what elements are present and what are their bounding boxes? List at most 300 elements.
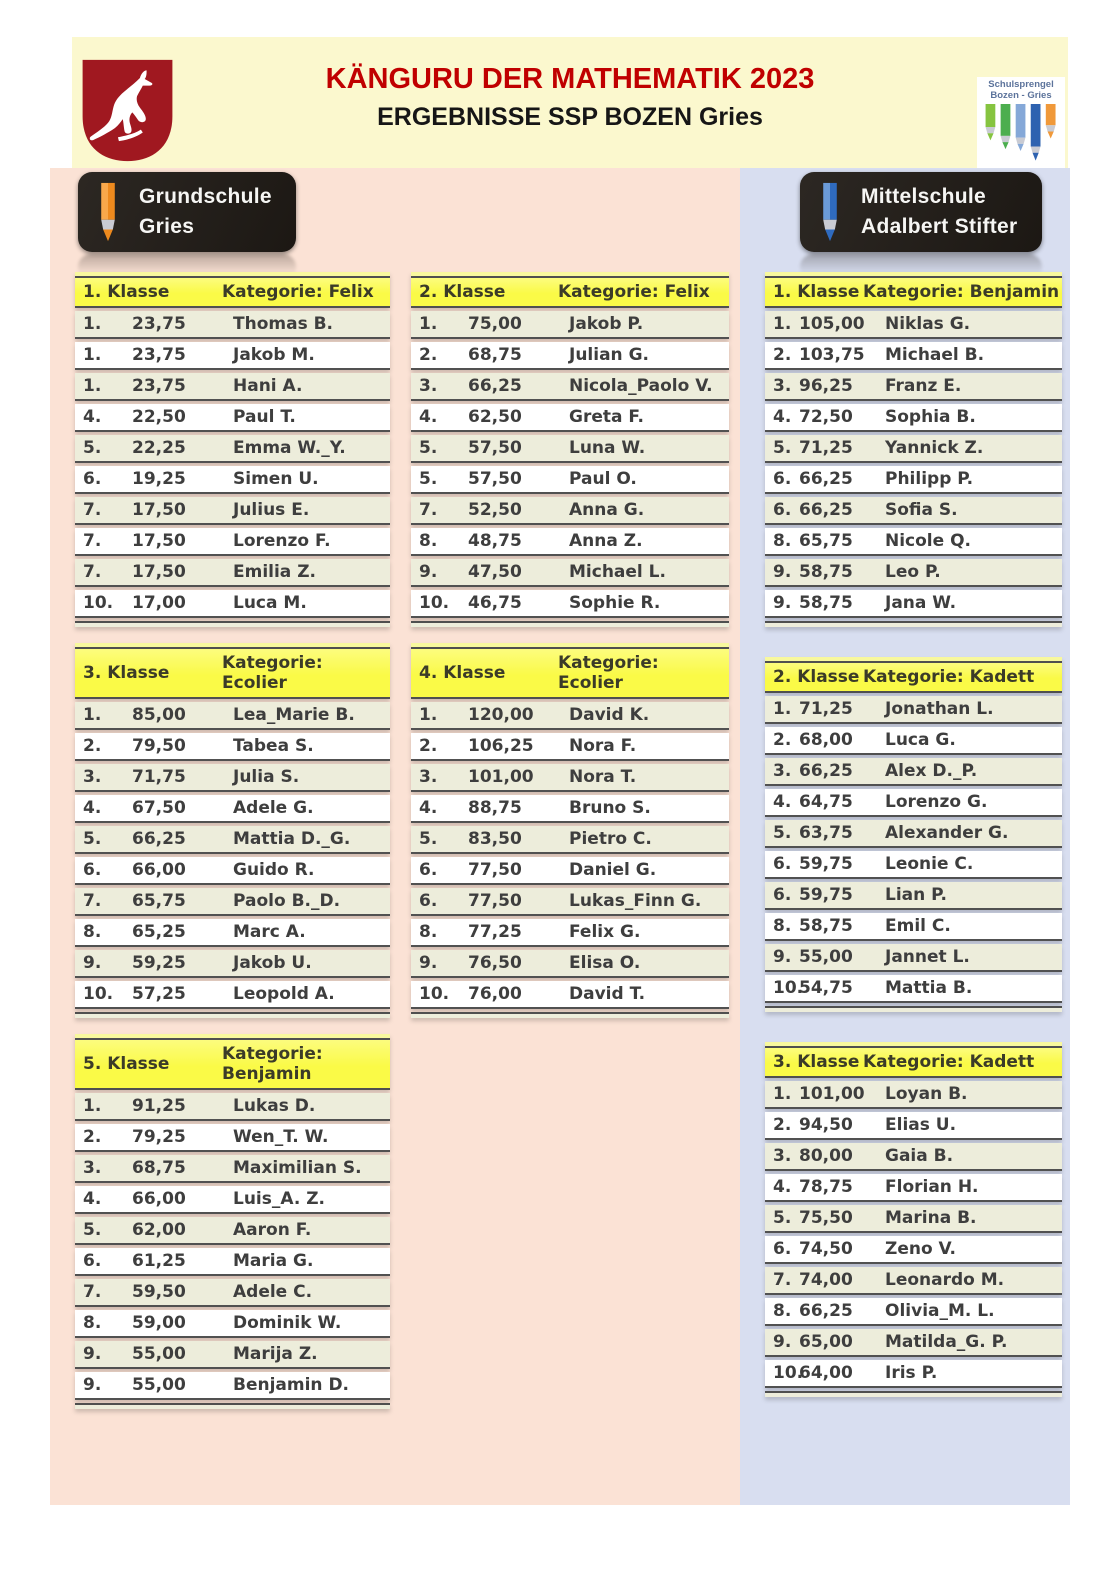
score-cell: 23,75 — [132, 345, 186, 365]
result-row — [765, 1267, 1062, 1295]
score-cell: 48,75 — [468, 531, 522, 551]
result-row — [75, 857, 390, 885]
score-cell: 74,50 — [799, 1239, 853, 1259]
badge-mittelschule — [800, 172, 1042, 252]
score-cell: 58,75 — [799, 562, 853, 582]
panel-grundschule — [50, 168, 740, 1505]
name-cell: Jana W. — [885, 593, 957, 613]
score-cell: 63,75 — [799, 823, 853, 843]
name-cell: Lea_Marie B. — [233, 705, 355, 725]
rank-cell: 5. — [83, 829, 102, 849]
rank-cell: 9. — [83, 1375, 102, 1395]
rank-cell: 3. — [83, 1158, 102, 1178]
name-cell: Julian G. — [569, 345, 649, 365]
score-cell: 105,00 — [799, 314, 865, 334]
result-table — [75, 1034, 390, 1409]
name-cell: Paul T. — [233, 407, 296, 427]
table-bottom-cap — [75, 1012, 390, 1018]
rank-cell: 6. — [773, 469, 792, 489]
table-bottom-cap — [411, 1012, 729, 1018]
result-row — [411, 466, 729, 494]
score-cell: 59,25 — [132, 953, 186, 973]
rank-cell: 4. — [83, 1189, 102, 1209]
table-body — [75, 1093, 390, 1400]
rank-cell: 7. — [83, 500, 102, 520]
score-cell: 23,75 — [132, 314, 186, 334]
result-row — [765, 1143, 1062, 1171]
score-cell: 68,75 — [132, 1158, 186, 1178]
rank-cell: 8. — [419, 922, 438, 942]
score-cell: 103,75 — [799, 345, 865, 365]
name-cell: Michael L. — [569, 562, 666, 582]
result-row — [75, 1248, 390, 1276]
table-kategorie-label: Kategorie: Benjamin — [222, 1044, 323, 1084]
table-klasse-label: 1. Klasse — [773, 282, 860, 302]
table-header — [765, 1048, 1062, 1078]
score-cell: 106,25 — [468, 736, 534, 756]
score-cell: 59,50 — [132, 1282, 186, 1302]
table-kategorie-label: Kategorie: Ecolier — [222, 653, 323, 693]
score-cell: 76,50 — [468, 953, 522, 973]
panel-mittelschule — [740, 168, 1070, 1505]
score-cell: 52,50 — [468, 500, 522, 520]
name-cell: Felix G. — [569, 922, 641, 942]
score-cell: 65,00 — [799, 1332, 853, 1352]
score-cell: 64,75 — [799, 792, 853, 812]
table-header — [411, 649, 729, 699]
badge-grundschule-label: Grundschule Gries — [139, 184, 272, 238]
rank-cell: 9. — [419, 953, 438, 973]
page-title: KÄNGURU DER MATHEMATIK 2023 — [325, 63, 815, 95]
result-row — [75, 311, 390, 339]
name-cell: Lorenzo F. — [233, 531, 331, 551]
table-bottom-cap — [75, 1403, 390, 1409]
score-cell: 22,25 — [132, 438, 186, 458]
score-cell: 76,00 — [468, 984, 522, 1004]
result-row — [765, 404, 1062, 432]
result-row — [765, 789, 1062, 817]
name-cell: Emma W._Y. — [233, 438, 346, 458]
result-row — [765, 590, 1062, 618]
name-cell: Wen_T. W. — [233, 1127, 329, 1147]
mittelschule-tables — [740, 272, 1070, 1427]
result-row — [765, 342, 1062, 370]
score-cell: 78,75 — [799, 1177, 853, 1197]
table-klasse-label: 2. Klasse — [773, 667, 860, 687]
table-header — [75, 1040, 390, 1090]
name-cell: Maria G. — [233, 1251, 314, 1271]
rank-cell: 8. — [83, 1313, 102, 1333]
name-cell: Florian H. — [885, 1177, 979, 1197]
rank-cell: 6. — [83, 860, 102, 880]
name-cell: Elias U. — [885, 1115, 957, 1135]
name-cell: Sophia B. — [885, 407, 976, 427]
result-row — [75, 826, 390, 854]
score-cell: 55,00 — [799, 947, 853, 967]
result-row — [75, 1217, 390, 1245]
result-row — [765, 1174, 1062, 1202]
rank-cell: 7. — [83, 531, 102, 551]
score-cell: 57,50 — [468, 469, 522, 489]
score-cell: 17,00 — [132, 593, 186, 613]
rank-cell: 3. — [773, 761, 792, 781]
rank-cell: 9. — [419, 562, 438, 582]
score-cell: 46,75 — [468, 593, 522, 613]
name-cell: Mattia B. — [885, 978, 973, 998]
result-table — [411, 643, 729, 1018]
name-cell: Lian P. — [885, 885, 947, 905]
score-cell: 66,25 — [132, 829, 186, 849]
score-cell: 85,00 — [132, 705, 186, 725]
rank-cell: 1. — [419, 705, 438, 725]
name-cell: Michael B. — [885, 345, 985, 365]
name-cell: Daniel G. — [569, 860, 657, 880]
rank-cell: 4. — [83, 798, 102, 818]
rank-cell: 3. — [773, 376, 792, 396]
score-cell: 66,25 — [799, 761, 853, 781]
score-cell: 66,00 — [132, 1189, 186, 1209]
name-cell: Marc A. — [233, 922, 306, 942]
rank-cell: 8. — [83, 922, 102, 942]
schulsprengel-logo — [977, 77, 1065, 168]
rank-cell: 9. — [773, 947, 792, 967]
name-cell: Leonardo M. — [885, 1270, 1005, 1290]
page-subtitle: ERGEBNISSE SSP BOZEN Gries — [377, 103, 763, 131]
name-cell: Leonie C. — [885, 854, 974, 874]
score-cell: 59,75 — [799, 885, 853, 905]
score-cell: 77,50 — [468, 891, 522, 911]
result-row — [75, 1279, 390, 1307]
rank-cell: 3. — [419, 376, 438, 396]
name-cell: Alex D._P. — [885, 761, 978, 781]
score-cell: 55,00 — [132, 1344, 186, 1364]
score-cell: 17,50 — [132, 531, 186, 551]
result-row — [765, 820, 1062, 848]
table-bottom-cap — [765, 1006, 1062, 1012]
rank-cell: 3. — [419, 767, 438, 787]
score-cell: 17,50 — [132, 500, 186, 520]
score-cell: 71,75 — [132, 767, 186, 787]
rank-cell: 10. — [419, 984, 450, 1004]
result-row — [765, 1081, 1062, 1109]
rank-cell: 4. — [773, 792, 792, 812]
result-row — [75, 733, 390, 761]
result-row — [75, 1155, 390, 1183]
result-row — [75, 1093, 390, 1121]
score-cell: 66,00 — [132, 860, 186, 880]
score-cell: 75,50 — [799, 1208, 853, 1228]
name-cell: Sofia S. — [885, 500, 958, 520]
score-cell: 101,00 — [468, 767, 534, 787]
result-row — [75, 559, 390, 587]
result-row — [411, 342, 729, 370]
rank-cell: 6. — [773, 885, 792, 905]
rank-cell: 1. — [83, 345, 102, 365]
name-cell: Emilia Z. — [233, 562, 316, 582]
result-table — [765, 1042, 1062, 1397]
table-klasse-label: 1. Klasse — [83, 282, 170, 302]
name-cell: Lorenzo G. — [885, 792, 988, 812]
table-kategorie-label: Kategorie: Kadett — [863, 667, 1035, 687]
name-cell: Jakob M. — [233, 345, 315, 365]
banner-titles — [72, 63, 1068, 132]
orange-pencil-icon — [93, 181, 123, 243]
name-cell: Luis_A. Z. — [233, 1189, 326, 1209]
name-cell: Anna Z. — [569, 531, 643, 551]
score-cell: 65,25 — [132, 922, 186, 942]
score-cell: 57,50 — [468, 438, 522, 458]
name-cell: Lukas D. — [233, 1096, 316, 1116]
result-row — [75, 795, 390, 823]
result-row — [765, 373, 1062, 401]
result-row — [411, 590, 729, 618]
name-cell: Matilda_G. P. — [885, 1332, 1008, 1352]
result-row — [411, 528, 729, 556]
result-row — [411, 733, 729, 761]
rank-cell: 7. — [419, 500, 438, 520]
score-cell: 94,50 — [799, 1115, 853, 1135]
rank-cell: 6. — [773, 1239, 792, 1259]
table-header — [411, 278, 729, 308]
name-cell: Luna W. — [569, 438, 646, 458]
rank-cell: 9. — [773, 562, 792, 582]
rank-cell: 6. — [419, 891, 438, 911]
score-cell: 19,25 — [132, 469, 186, 489]
result-row — [411, 981, 729, 1009]
table-kategorie-label: Kategorie: Kadett — [863, 1052, 1035, 1072]
rank-cell: 8. — [419, 531, 438, 551]
score-cell: 79,50 — [132, 736, 186, 756]
name-cell: Olivia_M. L. — [885, 1301, 995, 1321]
rank-cell: 1. — [83, 314, 102, 334]
rank-cell: 7. — [83, 562, 102, 582]
rank-cell: 5. — [419, 829, 438, 849]
name-cell: Jakob P. — [569, 314, 644, 334]
name-cell: Julia S. — [233, 767, 300, 787]
name-cell: Aaron F. — [233, 1220, 312, 1240]
name-cell: David T. — [569, 984, 646, 1004]
rank-cell: 6. — [83, 469, 102, 489]
name-cell: Franz E. — [885, 376, 962, 396]
score-cell: 55,00 — [132, 1375, 186, 1395]
score-cell: 68,75 — [468, 345, 522, 365]
table-header — [75, 278, 390, 308]
rank-cell: 3. — [83, 767, 102, 787]
name-cell: Paolo B._D. — [233, 891, 341, 911]
score-cell: 88,75 — [468, 798, 522, 818]
rank-cell: 2. — [419, 736, 438, 756]
rank-cell: 7. — [83, 891, 102, 911]
name-cell: Leopold A. — [233, 984, 335, 1004]
name-cell: Gaia B. — [885, 1146, 954, 1166]
rank-cell: 10. — [773, 978, 804, 998]
score-cell: 58,75 — [799, 916, 853, 936]
rank-cell: 8. — [773, 1301, 792, 1321]
table-body — [411, 702, 729, 1009]
rank-cell: 5. — [83, 1220, 102, 1240]
name-cell: Luca M. — [233, 593, 307, 613]
rank-cell: 9. — [773, 1332, 792, 1352]
result-row — [411, 764, 729, 792]
name-cell: Guido R. — [233, 860, 315, 880]
table-klasse-label: 3. Klasse — [83, 663, 170, 683]
score-cell: 101,00 — [799, 1084, 865, 1104]
result-table — [75, 272, 390, 627]
result-row — [75, 342, 390, 370]
score-cell: 58,75 — [799, 593, 853, 613]
rank-cell: 6. — [773, 500, 792, 520]
table-body — [765, 696, 1062, 1003]
rank-cell: 3. — [773, 1146, 792, 1166]
name-cell: Nicola_Paolo V. — [569, 376, 713, 396]
rank-cell: 1. — [83, 1096, 102, 1116]
name-cell: Iris P. — [885, 1363, 938, 1383]
header-banner — [72, 37, 1068, 168]
name-cell: Lukas_Finn G. — [569, 891, 702, 911]
result-row — [75, 1341, 390, 1369]
result-row — [411, 795, 729, 823]
score-cell: 66,25 — [468, 376, 522, 396]
table-klasse-label: 4. Klasse — [419, 663, 506, 683]
score-cell: 67,50 — [132, 798, 186, 818]
name-cell: Anna G. — [569, 500, 645, 520]
score-cell: 66,25 — [799, 500, 853, 520]
blue-pencil-icon — [815, 181, 845, 243]
score-cell: 65,75 — [132, 891, 186, 911]
score-cell: 74,00 — [799, 1270, 853, 1290]
score-cell: 57,25 — [132, 984, 186, 1004]
table-body — [411, 311, 729, 618]
score-cell: 59,00 — [132, 1313, 186, 1333]
name-cell: Bruno S. — [569, 798, 651, 818]
rank-cell: 2. — [83, 1127, 102, 1147]
badge-mittelschule-label: Mittelschule Adalbert Stifter — [861, 184, 1018, 238]
result-table — [765, 272, 1062, 627]
result-row — [765, 1360, 1062, 1388]
table-bottom-cap — [765, 1391, 1062, 1397]
score-cell: 120,00 — [468, 705, 534, 725]
result-row — [765, 528, 1062, 556]
result-table — [411, 272, 729, 627]
rank-cell: 2. — [773, 730, 792, 750]
score-cell: 77,50 — [468, 860, 522, 880]
score-cell: 62,00 — [132, 1220, 186, 1240]
result-row — [765, 882, 1062, 910]
score-cell: 79,25 — [132, 1127, 186, 1147]
score-cell: 66,25 — [799, 469, 853, 489]
name-cell: Emil C. — [885, 916, 951, 936]
name-cell: Benjamin D. — [233, 1375, 350, 1395]
name-cell: Tabea S. — [233, 736, 314, 756]
rank-cell: 5. — [83, 438, 102, 458]
name-cell: Nora T. — [569, 767, 637, 787]
table-body — [765, 311, 1062, 618]
name-cell: Alexander G. — [885, 823, 1009, 843]
result-row — [765, 758, 1062, 786]
table-header — [765, 663, 1062, 693]
rank-cell: 1. — [83, 376, 102, 396]
name-cell: Marija Z. — [233, 1344, 318, 1364]
name-cell: Elisa O. — [569, 953, 641, 973]
rank-cell: 10. — [419, 593, 450, 613]
result-row — [765, 1329, 1062, 1357]
result-row — [75, 528, 390, 556]
rank-cell: 4. — [419, 798, 438, 818]
schulsprengel-logo-text: Schulsprengel Bozen - Gries — [988, 79, 1054, 101]
table-klasse-label: 5. Klasse — [83, 1054, 170, 1074]
name-cell: Dominik W. — [233, 1313, 342, 1333]
rank-cell: 5. — [419, 469, 438, 489]
result-row — [765, 1236, 1062, 1264]
name-cell: Philipp P. — [885, 469, 974, 489]
score-cell: 59,75 — [799, 854, 853, 874]
score-cell: 96,25 — [799, 376, 853, 396]
name-cell: Sophie R. — [569, 593, 661, 613]
score-cell: 71,25 — [799, 438, 853, 458]
result-row — [75, 981, 390, 1009]
score-cell: 65,75 — [799, 531, 853, 551]
rank-cell: 4. — [419, 407, 438, 427]
name-cell: Jannet L. — [885, 947, 970, 967]
rank-cell: 2. — [419, 345, 438, 365]
name-cell: Paul O. — [569, 469, 637, 489]
rank-cell: 1. — [773, 1084, 792, 1104]
score-cell: 91,25 — [132, 1096, 186, 1116]
table-header — [75, 649, 390, 699]
result-row — [765, 913, 1062, 941]
result-row — [75, 1124, 390, 1152]
name-cell: Hani A. — [233, 376, 303, 396]
name-cell: Julius E. — [233, 500, 310, 520]
result-row — [75, 702, 390, 730]
name-cell: Maximilian S. — [233, 1158, 362, 1178]
result-row — [411, 404, 729, 432]
rank-cell: 6. — [83, 1251, 102, 1271]
rank-cell: 10. — [83, 984, 114, 1004]
grundschule-tables — [50, 272, 740, 1425]
name-cell: Niklas G. — [885, 314, 971, 334]
result-row — [765, 311, 1062, 339]
result-row — [75, 373, 390, 401]
name-cell: Adele C. — [233, 1282, 313, 1302]
rank-cell: 5. — [773, 823, 792, 843]
rank-cell: 9. — [773, 593, 792, 613]
table-bottom-cap — [411, 621, 729, 627]
table-kategorie-label: Kategorie: Benjamin — [863, 282, 1060, 302]
result-row — [411, 559, 729, 587]
result-row — [75, 435, 390, 463]
result-row — [765, 851, 1062, 879]
name-cell: Marina B. — [885, 1208, 977, 1228]
score-cell: 22,50 — [132, 407, 186, 427]
result-table — [75, 643, 390, 1018]
score-cell: 71,25 — [799, 699, 853, 719]
rank-cell: 1. — [419, 314, 438, 334]
rank-cell: 2. — [773, 345, 792, 365]
result-row — [765, 435, 1062, 463]
name-cell: Yannick Z. — [885, 438, 984, 458]
table-header — [765, 278, 1062, 308]
result-row — [75, 919, 390, 947]
score-cell: 47,50 — [468, 562, 522, 582]
rank-cell: 9. — [83, 953, 102, 973]
name-cell: Simen U. — [233, 469, 319, 489]
score-cell: 72,50 — [799, 407, 853, 427]
score-cell: 54,75 — [799, 978, 853, 998]
table-klasse-label: 3. Klasse — [773, 1052, 860, 1072]
result-row — [765, 559, 1062, 587]
table-bottom-cap — [765, 621, 1062, 627]
